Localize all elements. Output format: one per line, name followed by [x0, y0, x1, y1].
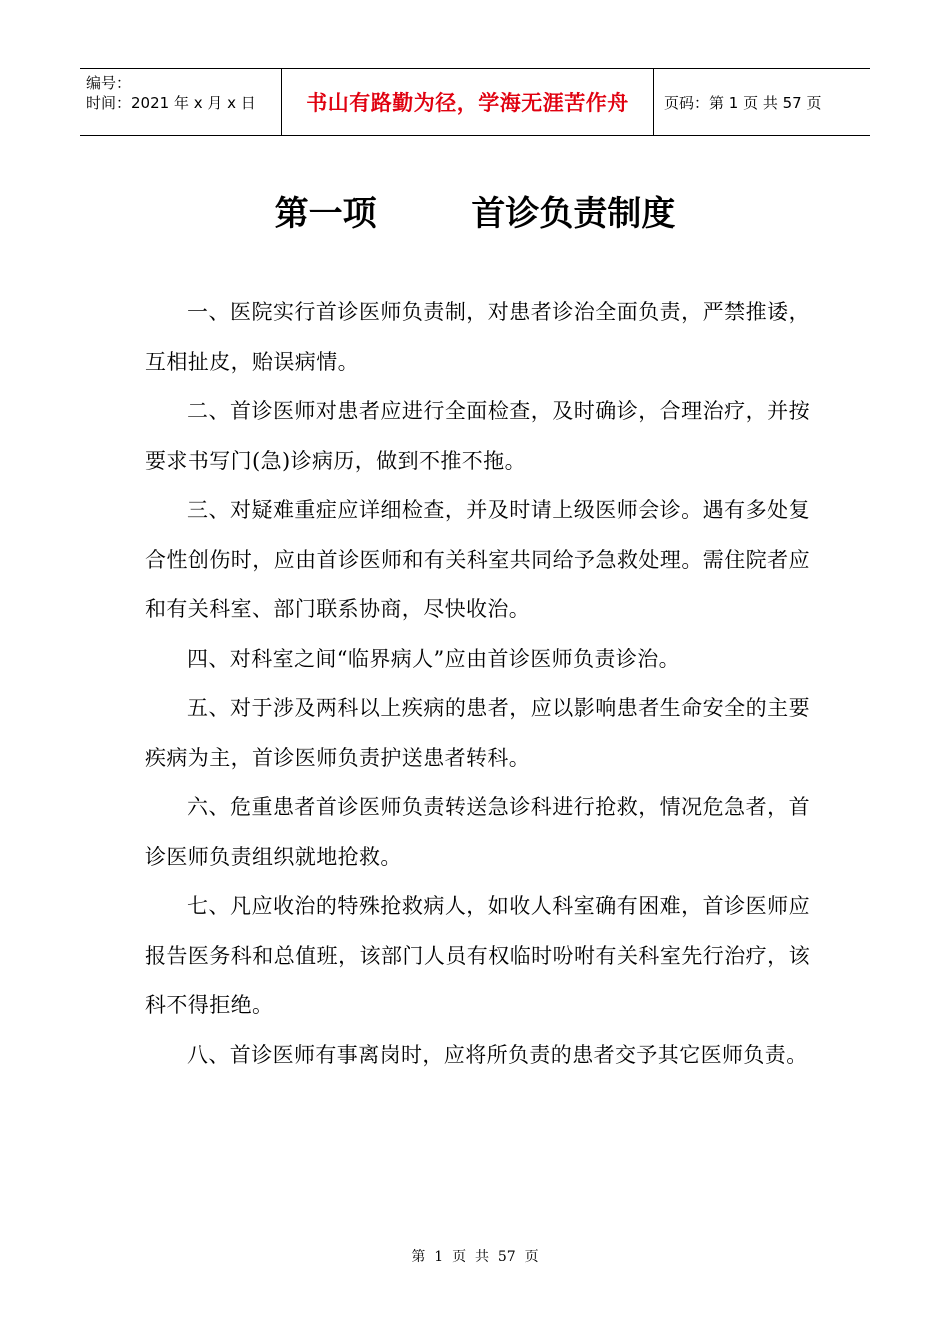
header-motto-cell — [282, 69, 654, 135]
document-title: 第一项 首诊负责制度 — [274, 194, 676, 234]
paragraph-3: 三、对疑难重症应详细检查，并及时请上级医师会诊。遇有多处复合性创伤时，应由首诊医师和有关科室共同给予急救处理。需住院者应和有关科室、部门联系协商，尽快收治。 — [145, 498, 810, 621]
time-label: 时间：2021 年 x 月 x 日 — [86, 94, 256, 112]
paragraph-2: 二、首诊医师对患者应进行全面检查，及时确诊，合理治疗，并按要求书写门(急)诊病历，做到不推不拖。 — [145, 399, 810, 473]
paragraph-7: 七、凡应收治的特殊抢救病人，如收人科室确有困难，首诊医师应报告医务科和总值班，该部门人员有权临时吩咐有关科室先行治疗，该科不得拒绝。 — [145, 894, 810, 1017]
page-info: 页码：第 1 页 共 57 页 — [664, 93, 822, 112]
paragraph-4: 四、对科室之间“临界病人”应由首诊医师负责诊治。 — [187, 646, 681, 671]
page-footer: 第 1 页 共 57 页 — [411, 1249, 539, 1265]
header-page-cell — [654, 69, 870, 135]
document-body — [145, 288, 810, 1080]
paragraph-6: 六、危重患者首诊医师负责转送急诊科进行抢救，情况危急者，首诊医师负责组织就地抢救。 — [145, 795, 810, 869]
document-header — [80, 68, 870, 136]
number-label: 编号： — [86, 74, 132, 92]
paragraph-8: 八、首诊医师有事离岗时，应将所负责的患者交予其它医师负责。 — [187, 1042, 808, 1067]
paragraph-1: 一、医院实行首诊医师负责制，对患者诊治全面负责，严禁推诿，互相扯皮，贻误病情。 — [145, 300, 810, 374]
header-meta-cell — [80, 69, 282, 135]
paragraph-5: 五、对于涉及两科以上疾病的患者，应以影响患者生命安全的主要疾病为主，首诊医师负责护送患者转科。 — [145, 696, 810, 770]
motto-text: 书山有路勤为径，学海无涯苦作舟 — [306, 91, 629, 115]
